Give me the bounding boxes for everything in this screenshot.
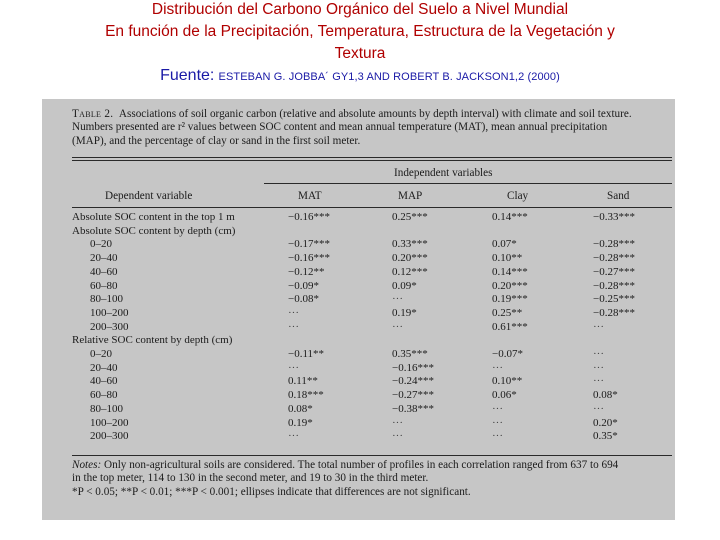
- source-line: [0, 66, 720, 87]
- cell-map: 0.20***: [392, 252, 428, 265]
- cell-mat: −0.16***: [288, 211, 330, 223]
- cell-mat: −0.12**: [288, 265, 325, 278]
- cell-mat: −0.11**: [288, 348, 325, 360]
- table-row: [42, 389, 675, 403]
- notes-line-1: Only non-agricultural soils are considered. The total number of profiles in each correlation ranged from 637 to 694: [104, 459, 619, 471]
- cell-mat: 0.11**: [288, 375, 318, 388]
- notes-label: Notes:: [72, 459, 102, 471]
- notes-line-3: *P < 0.05; **P < 0.01; ***P < 0.001; ellipses indicate that differences are not significant.: [72, 485, 471, 498]
- cell-mat: −0.16***: [288, 252, 330, 265]
- cell-clay: 0.07*: [492, 238, 517, 251]
- table-row: [42, 362, 675, 376]
- table-caption: [72, 108, 672, 148]
- table-row: [42, 348, 675, 362]
- slide-title-line-3: Textura: [334, 45, 386, 62]
- cell-clay: 0.10**: [492, 252, 523, 265]
- cell-map: 0.25***: [392, 211, 428, 223]
- cell-clay: ···: [492, 416, 503, 429]
- cell-sand: −0.25***: [593, 293, 635, 306]
- table-row: [42, 307, 675, 321]
- cell-map: ···: [392, 320, 403, 333]
- cell-sand: ···: [593, 402, 604, 415]
- row-label: 40–60: [90, 265, 118, 278]
- cell-sand: ···: [593, 375, 604, 388]
- cell-mat: ···: [288, 320, 299, 333]
- table-bottom-rule: [72, 455, 672, 456]
- cell-mat: 0.19*: [288, 416, 313, 429]
- cell-mat: 0.08*: [288, 402, 313, 415]
- column-header-clay: Clay: [507, 190, 529, 202]
- table-row: [42, 403, 675, 417]
- independent-header-rule: [264, 183, 672, 184]
- row-label: 20–40: [90, 252, 118, 265]
- source-label: Fuente:: [160, 67, 215, 84]
- table-row: [42, 417, 675, 431]
- header-bottom-rule: [72, 207, 672, 208]
- table-row: [42, 238, 675, 252]
- row-label: 40–60: [90, 375, 118, 388]
- cell-mat: ···: [288, 430, 299, 443]
- cell-sand: 0.20*: [593, 416, 618, 429]
- cell-map: ···: [392, 430, 403, 443]
- cell-sand: ···: [593, 348, 604, 360]
- table-row: [42, 293, 675, 307]
- row-label: 80–100: [90, 402, 123, 415]
- source-text: ESTEBAN G. JOBBA´ GY1,3 AND ROBERT B. JACKSON1,2 (2000): [218, 71, 560, 83]
- cell-mat: −0.17***: [288, 238, 330, 251]
- row-label: Absolute SOC content in the top 1 m: [72, 211, 235, 223]
- cell-map: −0.24***: [392, 375, 434, 388]
- cell-mat: −0.09*: [288, 279, 319, 292]
- caption-line-2: Numbers presented are r² values between SOC content and mean annual temperature (MAT), mean annual precipitation: [72, 121, 608, 134]
- cell-map: −0.27***: [392, 389, 434, 402]
- row-label: Relative SOC content by depth (cm): [72, 334, 233, 347]
- column-header-map: MAP: [398, 190, 423, 202]
- cell-sand: −0.28***: [593, 238, 635, 251]
- row-label: 60–80: [90, 389, 118, 402]
- row-label: 200–300: [90, 430, 129, 443]
- independent-variables-header: Independent variables: [394, 167, 493, 179]
- table-row: [42, 321, 675, 335]
- row-label: 0–20: [90, 348, 112, 360]
- table-name: Table 2.: [72, 108, 114, 120]
- column-header-sand: Sand: [607, 190, 630, 202]
- cell-map: 0.33***: [392, 238, 428, 251]
- cell-clay: ···: [492, 361, 503, 374]
- dependent-variable-header: Dependent variable: [105, 190, 193, 202]
- cell-sand: −0.28***: [593, 252, 635, 265]
- table-row: [42, 430, 675, 444]
- row-label: 80–100: [90, 293, 123, 306]
- cell-map: ···: [392, 416, 403, 429]
- slide-title-line-1: Distribución del Carbono Orgánico del Suelo a Nivel Mundial: [151, 1, 569, 18]
- notes-line-2: in the top meter, 114 to 130 in the second meter, and 19 to 30 in the third meter.: [72, 472, 429, 485]
- cell-clay: ···: [492, 430, 503, 443]
- cell-mat: ···: [288, 361, 299, 374]
- cell-sand: ···: [593, 320, 604, 333]
- cell-clay: 0.25**: [492, 306, 523, 319]
- cell-map: −0.38***: [392, 402, 434, 415]
- cell-mat: ···: [288, 306, 299, 319]
- table-row: [42, 375, 675, 389]
- cell-map: ···: [392, 293, 403, 306]
- table-row: [42, 211, 675, 225]
- row-label: 100–200: [90, 416, 129, 429]
- table-notes: [72, 459, 674, 499]
- row-label: 0–20: [90, 238, 112, 251]
- cell-clay: 0.10**: [492, 375, 523, 388]
- cell-map: −0.16***: [392, 361, 434, 374]
- table-row: [42, 266, 675, 280]
- table-row: [42, 334, 675, 348]
- cell-map: 0.35***: [392, 348, 428, 360]
- cell-clay: 0.14***: [492, 211, 528, 223]
- row-label: 200–300: [90, 320, 129, 333]
- table-row: [42, 252, 675, 266]
- slide-header: [0, 0, 720, 87]
- row-label: Absolute SOC content by depth (cm): [72, 224, 236, 237]
- cell-clay: ···: [492, 402, 503, 415]
- cell-clay: 0.06*: [492, 389, 517, 402]
- row-label: 60–80: [90, 279, 118, 292]
- cell-clay: 0.20***: [492, 279, 528, 292]
- cell-clay: −0.07*: [492, 348, 523, 360]
- cell-sand: −0.33***: [593, 211, 635, 223]
- cell-sand: −0.27***: [593, 265, 635, 278]
- table-top-rule-2: [72, 160, 672, 161]
- cell-sand: 0.08*: [593, 389, 618, 402]
- caption-line-3: (MAP), and the percentage of clay or sand in the first soil meter.: [72, 134, 361, 147]
- slide-title-line-2: En función de la Precipitación, Temperatura, Estructura de la Vegetación y: [105, 23, 615, 40]
- cell-clay: 0.14***: [492, 265, 528, 278]
- cell-map: 0.12***: [392, 265, 428, 278]
- cell-sand: 0.35*: [593, 430, 618, 443]
- cell-clay: 0.61***: [492, 320, 528, 333]
- cell-sand: ···: [593, 361, 604, 374]
- table-top-rule: [72, 157, 672, 158]
- cell-map: 0.09*: [392, 279, 417, 292]
- cell-sand: −0.28***: [593, 306, 635, 319]
- cell-sand: −0.28***: [593, 279, 635, 292]
- table-row: [42, 225, 675, 239]
- row-label: 20–40: [90, 361, 118, 374]
- cell-map: 0.19*: [392, 306, 417, 319]
- caption-line-1: Associations of soil organic carbon (relative and absolute amounts by depth interval) with climate and soil texture.: [118, 108, 632, 120]
- column-header-mat: MAT: [298, 190, 322, 202]
- cell-mat: 0.18***: [288, 389, 324, 402]
- table-row: [42, 280, 675, 294]
- cell-clay: 0.19***: [492, 293, 528, 306]
- cell-mat: −0.08*: [288, 293, 319, 306]
- row-label: 100–200: [90, 306, 129, 319]
- table-image-panel: [42, 99, 675, 520]
